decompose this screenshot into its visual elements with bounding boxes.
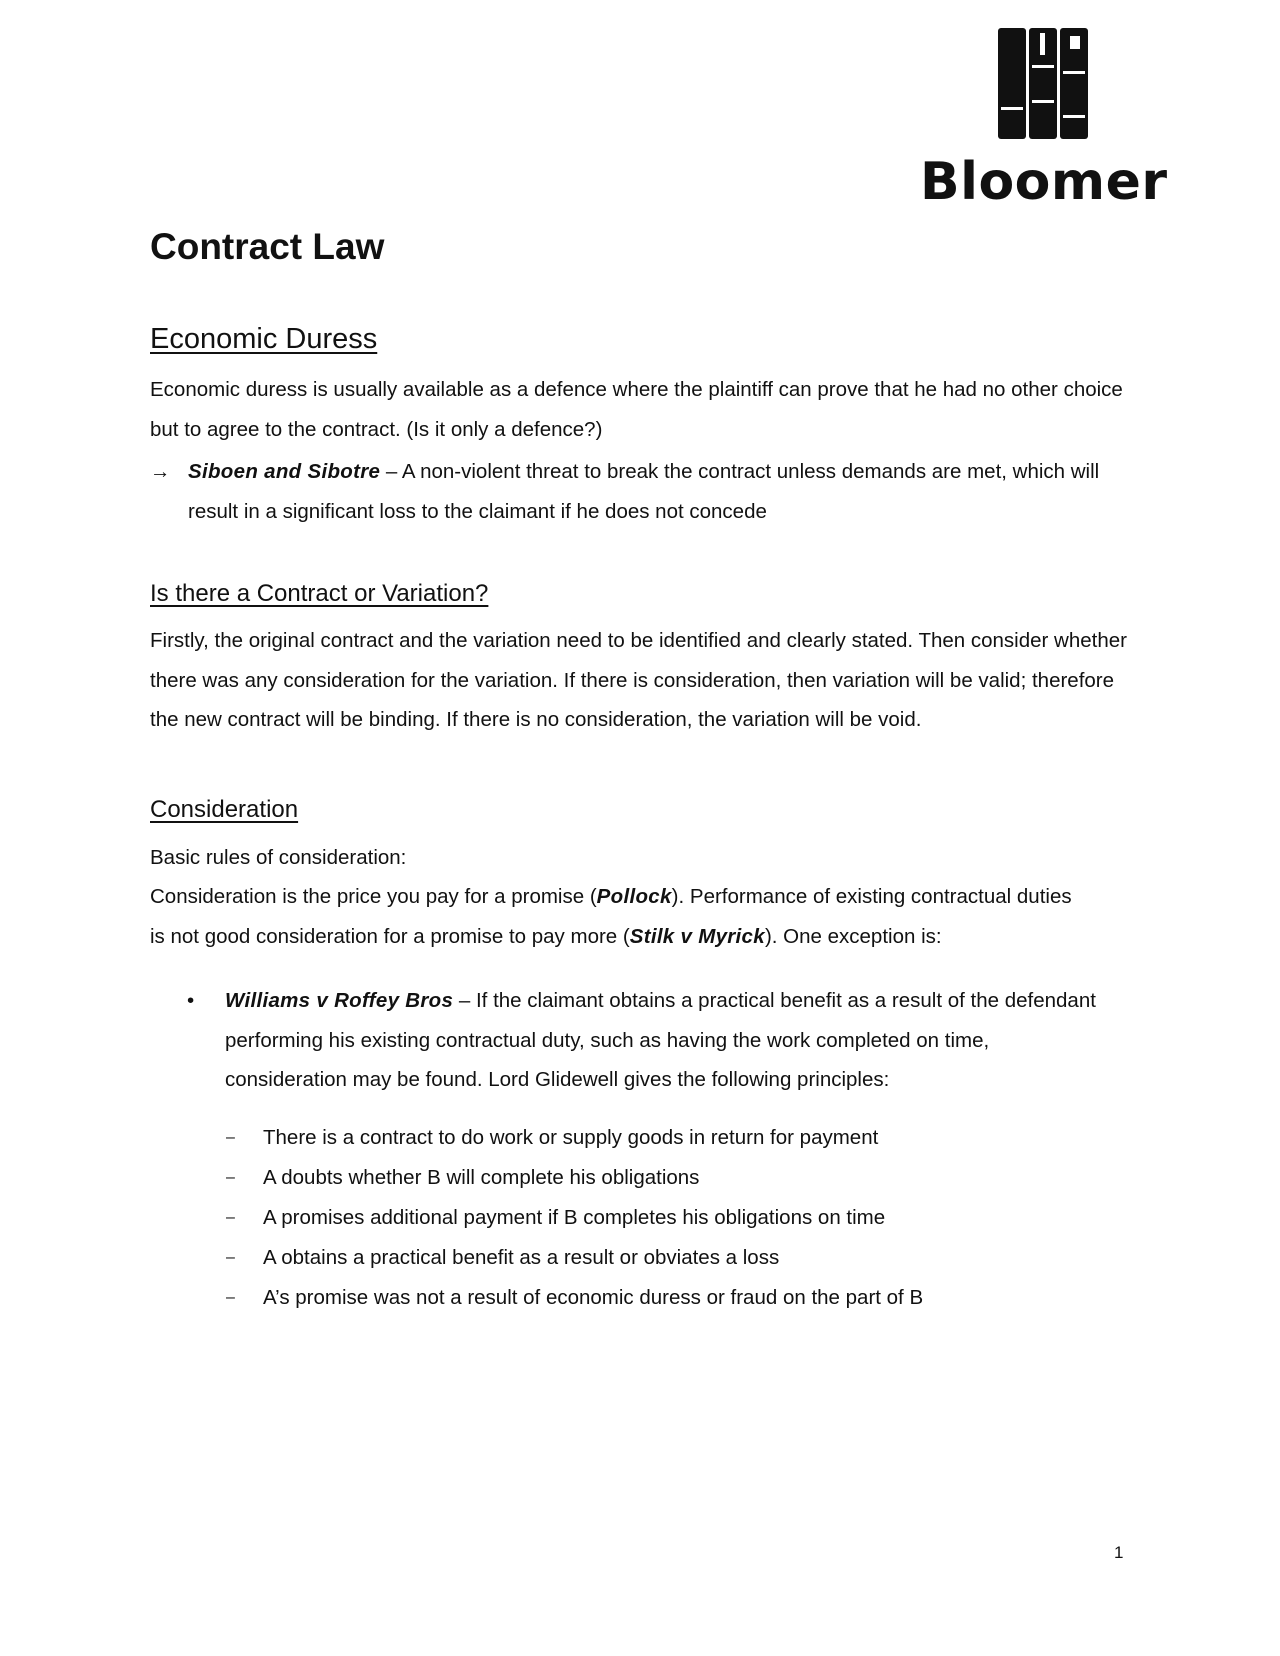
- dash-icon: –: [226, 1169, 235, 1186]
- basic-rules-label: Basic rules of consideration:: [150, 846, 407, 869]
- list-item: [226, 1198, 923, 1238]
- list-item: [226, 1238, 923, 1278]
- list-item: [226, 1278, 923, 1318]
- rule-text: ). Performance of existing contractual duties is not good consideration for a promise to pay more (: [150, 885, 1072, 948]
- brand-name: Bloomer: [920, 152, 1168, 212]
- case-williams-v-roffey: Williams v Roffey Bros: [225, 989, 454, 1012]
- dash-icon: –: [226, 1209, 235, 1226]
- bloomer-logo: [920, 28, 1168, 212]
- page-number: 1: [1114, 1543, 1124, 1562]
- principle-text: There is a contract to do work or supply goods in return for payment: [263, 1126, 879, 1149]
- page-title: Contract Law: [150, 226, 385, 267]
- consideration-rule: [150, 877, 1080, 956]
- principle-text: A obtains a practical benefit as a result or obviates a loss: [263, 1246, 780, 1269]
- case-description: – A non-violent threat to break the contract unless demands are met, which will result in a significant loss to the claimant if he does not concede: [188, 460, 1100, 523]
- principle-text: A doubts whether B will complete his obligations: [263, 1166, 700, 1189]
- case-pollock: Pollock: [596, 885, 672, 908]
- case-stilk-v-myrick: Stilk v Myrick: [629, 924, 765, 948]
- books-logo-icon: [998, 28, 1088, 146]
- dash-icon: –: [226, 1129, 235, 1146]
- williams-text: [225, 981, 1107, 1100]
- principle-text: A’s promise was not a result of economic duress or fraud on the part of B: [263, 1286, 924, 1309]
- principle-text: A promises additional payment if B completes his obligations on time: [263, 1206, 886, 1229]
- dash-icon: –: [226, 1289, 235, 1306]
- variation-heading: Is there a Contract or Variation?: [150, 580, 489, 607]
- list-item: [226, 1158, 923, 1198]
- williams-bullet: [187, 981, 1107, 1100]
- economic-duress-intro: Economic duress is usually available as a defence where the plaintiff can prove that he had no other choice but to agree to the contract. (Is it only a defence?): [150, 378, 1123, 441]
- rule-text: ). One exception is:: [764, 924, 942, 948]
- bullet-icon: •: [187, 989, 195, 1012]
- variation-body: Firstly, the original contract and the variation need to be identified and clearly stated. Then consider whether there was any consideration for the variation. If there is consideration, then variation will be valid; therefore the new contract will be binding. If there is no consideration, the variation will be void.: [150, 629, 1127, 731]
- consideration-heading: Consideration: [150, 796, 299, 823]
- siboen-text: [188, 452, 1150, 532]
- siboen-item: [150, 452, 1150, 532]
- economic-duress-heading: Economic Duress: [150, 323, 378, 355]
- case-name: Siboen and Sibotre: [188, 460, 381, 483]
- rule-text: Consideration is the price you pay for a promise (: [150, 885, 597, 908]
- case-description: – If the claimant obtains a practical benefit as a result of the defendant performing his existing contractual duty, such as having the work completed on time, consideration may be found. Lord Glidewell gives the following principles:: [225, 989, 1096, 1091]
- right-arrow-icon: →: [150, 460, 171, 483]
- principles-list: [226, 1118, 923, 1318]
- dash-icon: –: [226, 1249, 235, 1266]
- list-item: [226, 1118, 923, 1158]
